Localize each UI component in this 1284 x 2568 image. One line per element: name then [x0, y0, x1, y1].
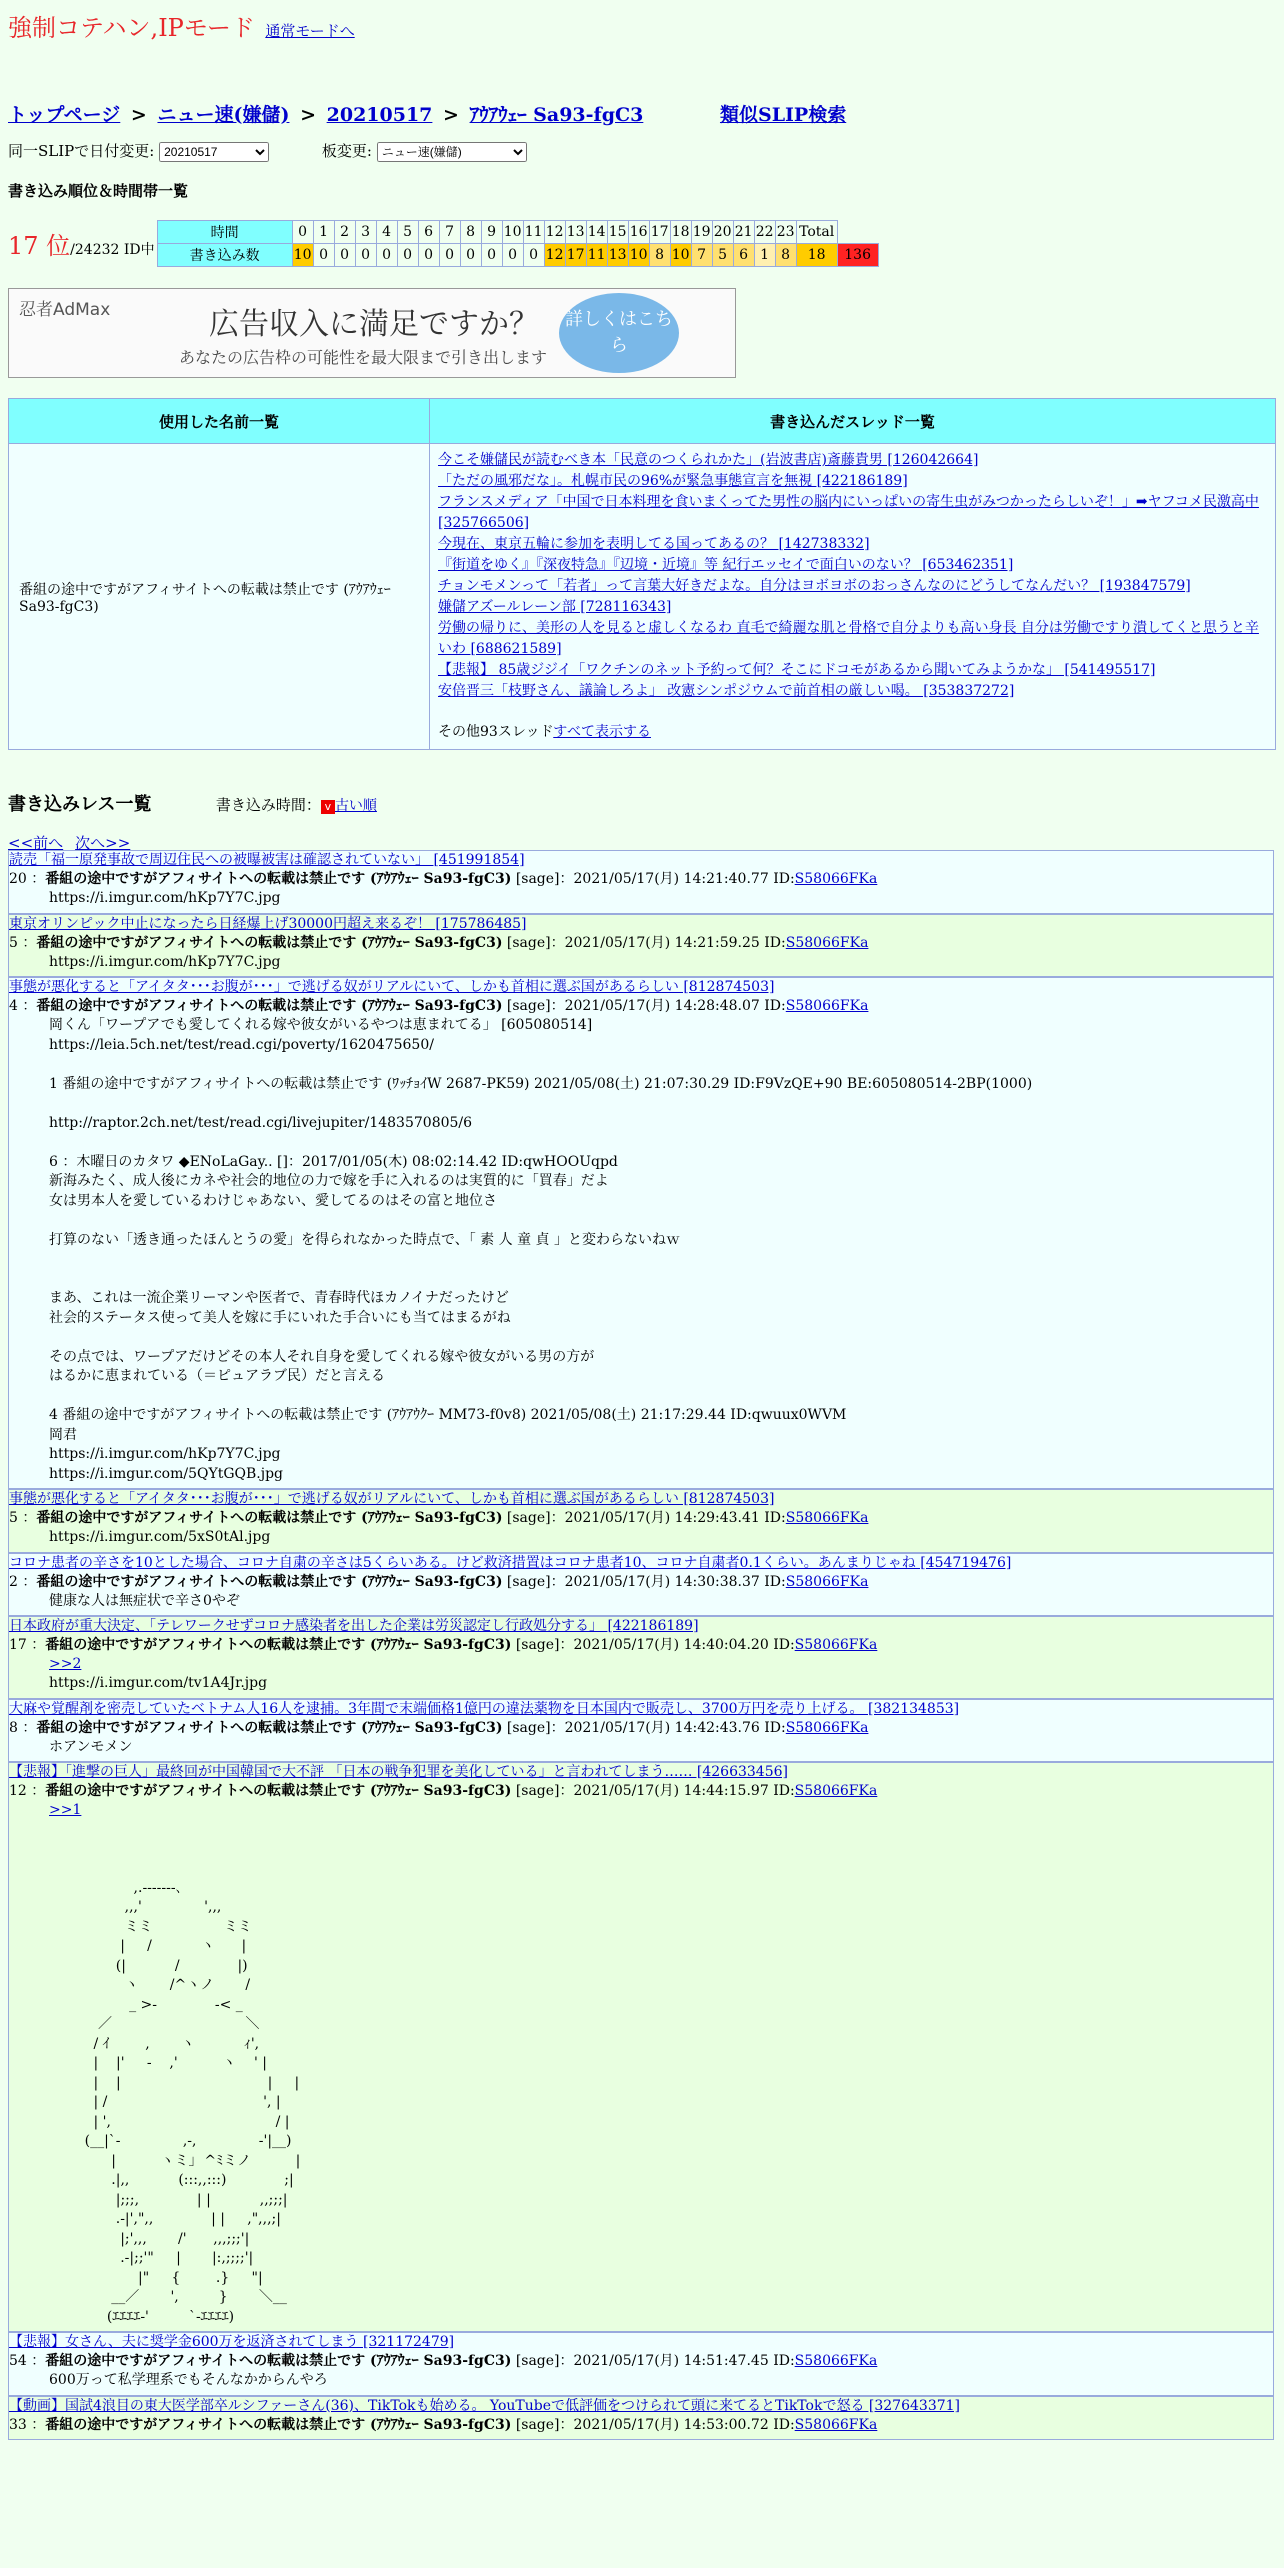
post-number-separator: ：: [17, 934, 37, 951]
post-thread-link[interactable]: 大麻や覚醒剤を密売していたベトナム人16人を逮捕。3年間で末端価格1億円の違法薬物を日本国内で販売し、3700万円を売り上げる。 [382134853]: [9, 1700, 960, 1717]
post-date: 2021/05/17(月) 14:51:47.45: [573, 2353, 769, 2369]
post: [8, 1553, 1274, 1617]
post-mail: [sage]: [515, 1783, 560, 1799]
count-cell: 0: [397, 244, 418, 267]
hour-cell: 5: [397, 221, 418, 244]
post-body: [9, 2371, 1273, 2395]
rank-total: /24232 ID中: [70, 242, 155, 258]
post-id-link[interactable]: S58066FKa: [785, 1510, 869, 1526]
page-title: 強制コテハン,IPモード: [8, 14, 255, 42]
ad-logo: 忍者AdMax: [19, 300, 111, 320]
post-mail: [sage]: [515, 871, 560, 887]
post-id-link[interactable]: S58066FKa: [785, 998, 869, 1014]
hour-cell: 16: [628, 221, 649, 244]
similar-slip-search-link[interactable]: 類似SLIP検索: [719, 104, 847, 126]
hour-cell: 14: [586, 221, 607, 244]
select-bar: [8, 140, 1276, 166]
post-header: 12 ：番組の途中ですがアフィサイトへの転載は禁止です (ｱｳｱｳｪｰ Sa93-fgC3) [sage]：2021/05/17(月) 14:44:15.97 ID:S58066FKa: [9, 1783, 878, 1799]
post-body: [9, 889, 1273, 913]
hour-cell: 23: [775, 221, 796, 244]
thread-link[interactable]: 今こそ嫌儲民が読むべき本「民意のつくられかた」(岩波書店)斎藤貴男 [126042664]: [438, 452, 979, 468]
post-id-link[interactable]: S58066FKa: [785, 1573, 869, 1590]
post-number: 20: [9, 871, 27, 887]
post-number: 17: [9, 1637, 27, 1653]
thread-link[interactable]: 【悲報】 85歳ジジイ「ワクチンのネット予約って何？そこにドコモがあるから聞いてみようかな」 [541495517]: [438, 662, 1156, 678]
post-mail: [sage]: [515, 2416, 560, 2433]
post: [8, 1489, 1274, 1553]
hour-cell: 10: [502, 221, 523, 244]
post-body: [9, 1655, 1273, 1698]
hour-cell: 2: [334, 221, 355, 244]
total-header: Total: [796, 221, 837, 244]
post-number: 4: [9, 998, 18, 1014]
post-id-label: ID:: [764, 1573, 786, 1590]
date-select[interactable]: [159, 142, 269, 162]
post-name: 番組の途中ですがアフィサイトへの転載は禁止です (ｱｳｱｳｪｰ Sa93-fgC3): [45, 1637, 512, 1653]
normal-mode-link[interactable]: 通常モードへ: [265, 22, 355, 40]
rank-number: 17 位: [8, 232, 71, 260]
names-column-header: 使用した名前一覧: [9, 399, 430, 444]
post-header: 4 ：番組の途中ですがアフィサイトへの転載は禁止です (ｱｳｱｳｪｰ Sa93-fgC3) [sage]：2021/05/17(月) 14:28:48.07 ID:S58066FKa: [9, 998, 869, 1014]
post-header: 20 ：番組の途中ですがアフィサイトへの転載は禁止です (ｱｳｱｳｪｰ Sa93-fgC3) [sage]：2021/05/17(月) 14:21:40.77 ID:S58066FKa: [9, 871, 878, 887]
post-name: 番組の途中ですがアフィサイトへの転載は禁止です (ｱｳｱｳｪｰ Sa93-fgC3): [36, 1719, 503, 1736]
post-number-separator: ：: [26, 1637, 46, 1653]
hour-cell: 8: [460, 221, 481, 244]
post-date: 2021/05/17(月) 14:30:38.37: [564, 1573, 760, 1590]
post-name: 番組の途中ですがアフィサイトへの転載は禁止です (ｱｳｱｳｪｰ Sa93-fgC3): [36, 1573, 503, 1590]
used-name: 番組の途中ですがアフィサイトへの転載は禁止です (ｱｳｱｳｪｰ Sa93-fgC3): [9, 444, 430, 750]
post-id-label: ID:: [764, 1719, 786, 1736]
thread-link[interactable]: 労働の帰りに、美形の人を見ると虚しくなるわ 直毛で綺麗な肌と骨格で自分よりも高い身長 自分は労働ですり潰してくと思うと辛いわ [688621589]: [438, 620, 1259, 657]
thread-list: [438, 450, 1267, 702]
post-number-separator: ：: [17, 1719, 37, 1736]
post-date: 2021/05/17(月) 14:53:00.72: [573, 2416, 769, 2433]
post-id-label: ID:: [764, 934, 786, 951]
hour-cell: 7: [439, 221, 460, 244]
rank-cell: [8, 221, 157, 267]
board-change-label: 板変更:: [321, 142, 372, 160]
post-id-label: ID:: [764, 1510, 786, 1526]
hour-cell: 6: [418, 221, 439, 244]
count-cell: 5: [712, 244, 733, 267]
post-mail: [sage]: [506, 934, 551, 951]
post-body: [9, 1738, 1273, 1762]
post-date: 2021/05/17(月) 14:21:40.77: [573, 871, 769, 887]
post: [8, 2332, 1274, 2396]
post-body: [9, 1801, 1273, 2331]
breadcrumb-separator: >: [300, 104, 316, 126]
post: [8, 914, 1274, 978]
thread-link[interactable]: 「ただの風邪だな」。札幌市民の96%が緊急事態宣言を無視 [422186189]: [438, 473, 908, 489]
post-thread-link[interactable]: 読売「福一原発事故で周辺住民への被曝被害は確認されていない」 [451991854]: [9, 852, 525, 868]
post-id-label: ID:: [773, 1637, 795, 1653]
count-cell: 12: [544, 244, 565, 267]
post-body: [9, 953, 1273, 977]
hour-cell: 21: [733, 221, 754, 244]
ad-details-button[interactable]: 詳しくはこちら: [559, 293, 679, 373]
post-thread-link[interactable]: 【悲報】「進撃の巨人」最終回が中国韓国で大不評 「日本の戦争犯罪を美化している」と言われてしまう…… [426633456]: [9, 1764, 788, 1780]
post-id-label: ID:: [773, 2353, 795, 2369]
post-date: 2021/05/17(月) 14:28:48.07: [564, 998, 760, 1014]
post-text: 600万って私学理系でもそんなかからんやろ: [49, 2372, 328, 2388]
post-mail: [sage]: [515, 2353, 560, 2369]
post-number-separator: ：: [26, 2416, 46, 2433]
post-list: [8, 850, 1276, 2440]
hour-cell: 22: [754, 221, 775, 244]
post-text: https://i.imgur.com/hKp7Y7C.jpg: [49, 953, 281, 970]
hour-cell: 13: [565, 221, 586, 244]
res-heading: [8, 790, 1276, 814]
pager: [8, 832, 1276, 850]
post-thread-link[interactable]: 日本政府が重大決定、「テレワークせずコロナ感染者を出した企業は労災認定し行政処分する」 [422186189]: [9, 1618, 699, 1634]
count-cell: 10: [670, 244, 691, 267]
breadcrumb-top[interactable]: トップページ: [8, 104, 121, 126]
post-body: [9, 1016, 1273, 1488]
post-number-separator: ：: [17, 998, 37, 1014]
post-thread-link[interactable]: 事態が悪化すると「アイタタ･･･お腹が･･･」で逃げる奴がリアルにいて、しかも首相に選ぶ国があるらしい [812874503]: [9, 979, 775, 995]
breadcrumb: [8, 100, 1276, 126]
count-cell: 8: [649, 244, 670, 267]
more-threads-count: その他93スレッド: [438, 724, 554, 740]
post-name: 番組の途中ですがアフィサイトへの転載は禁止です (ｱｳｱｳｪｰ Sa93-fgC3): [45, 2416, 512, 2433]
post-number-separator: ：: [17, 1510, 37, 1526]
hour-cell: 18: [670, 221, 691, 244]
count-cell: 11: [586, 244, 607, 267]
post-id-label: ID:: [764, 998, 786, 1014]
count-cell: 7: [691, 244, 712, 267]
post-number: 2: [9, 1573, 18, 1590]
hour-cell: 0: [292, 221, 313, 244]
page-header: [8, 8, 1276, 44]
post-number-separator: ：: [17, 1573, 37, 1590]
post-name: 番組の途中ですがアフィサイトへの転載は禁止です (ｱｳｱｳｪｰ Sa93-fgC3): [45, 2353, 512, 2369]
post-header: 5 ：番組の途中ですがアフィサイトへの転載は禁止です (ｱｳｱｳｪｰ Sa93-fgC3) [sage]：2021/05/17(月) 14:29:43.41 ID:S58066FKa: [9, 1510, 869, 1526]
post-number-separator: ：: [26, 1783, 46, 1799]
post-mail: [sage]: [506, 998, 551, 1014]
count-cell: 8: [775, 244, 796, 267]
breadcrumb-date[interactable]: 20210517: [326, 104, 433, 126]
ad-headline: 広告収入に満足ですか？: [209, 307, 539, 342]
post: [8, 2396, 1274, 2440]
post-text: 岡くん「ワープアでも愛してくれる嫁や彼女がいるやつは恵まれてる」 [605080514] https://leia.5ch.net/test/read.cgi/poverty/1620475650/ 1 番組の途中ですがアフィサイトへの転載は禁止です (ﾜｯﾁｮｲW 2687-PK59) 2021/05/08(土) 21:07:30.29 ID:F9VzQE+90 BE:605080514-2BP(1000) http://raptor.2ch.net/test/read.cgi/livejupiter/1483570805/6 6 ：木曜日のカタワ ◆ENoLaGay.. []：2017/01/05(木) 08:02:14.42 ID:qwHOOUqpd 新海みたく、成人後にカネや社会的地位の力で嫁を手に入れるのは実質的に「買春」だよ 女は男本人を愛しているわけじゃあない、愛してるのはその富と地位さ 打算のない「透き通ったほんとうの愛」を得られなかった時点で、「 素 人 童 貞 」と変わらないねｗ まあ、これは一流企業リーマンや医者で、青春時代ほカノイナだったけど 社会的ステータス使って美人を嫁に手にいれた手合いにも当てはまるがね その点では、ワープアだけどその本人それ自身を愛してくれる嫁や彼女がいる男の方が はるかに恵まれている（＝ピュアラブ民）だと言える 4 番組の途中ですがアフィサイトへの転載は禁止です (ｱｳｱｳｸｰ MM73-f0v8) 2021/05/08(土) 21:17:29.44 ID:qwuux0WVM 岡君 https://i.imgur.com/hKp7Y7C.jpg https://i.imgur.com/5QYtGQB.jpg: [49, 1017, 1033, 1482]
post-name: 番組の途中ですがアフィサイトへの転載は禁止です (ｱｳｱｳｪｰ Sa93-fgC3): [36, 998, 503, 1014]
hour-cell: 1: [313, 221, 334, 244]
post-thread-link[interactable]: 【悲報】女さん、夫に奨学金600万を返済されてしまう [321172479]: [9, 2334, 455, 2350]
post-header: 33 ：番組の途中ですがアフィサイトへの転載は禁止です (ｱｳｱｳｪｰ Sa93-fgC3) [sage]：2021/05/17(月) 14:53:00.72 ID:S58066FKa: [9, 2416, 878, 2433]
post-thread-link[interactable]: 【動画】国試4浪目の東大医学部卒ルシファーさん(36)、TikTokも始める。 YouTubeで低評価をつけられて頭に来てるとTikTokで怒る [327643371]: [9, 2397, 960, 2414]
post-body: [9, 1592, 1273, 1616]
rank-heading: 書き込み順位＆時間帯一覧: [8, 182, 189, 200]
post-body: [9, 1528, 1273, 1552]
breadcrumb-separator: >: [443, 104, 459, 126]
post: [8, 977, 1274, 1489]
post-date: 2021/05/17(月) 14:42:43.76: [564, 1719, 760, 1736]
show-all-threads-link[interactable]: すべて表示する: [553, 724, 651, 740]
post-thread-link[interactable]: 東京オリンピック中止になったら日経爆上げ30000円超え来るぞ！ [175786485]: [9, 915, 527, 932]
post-text: https://i.imgur.com/hKp7Y7C.jpg: [49, 890, 281, 906]
post-id-link[interactable]: S58066FKa: [794, 2416, 878, 2433]
ad-subtext: あなたの広告枠の可能性を最大限まで引き出します: [179, 348, 548, 367]
post-date: 2021/05/17(月) 14:40:04.20: [573, 1637, 769, 1653]
post-id-label: ID:: [773, 871, 795, 887]
ad-banner[interactable]: [8, 288, 736, 378]
hour-cell: 17: [649, 221, 670, 244]
post-text: https://i.imgur.com/5xS0tAl.jpg: [49, 1529, 271, 1545]
reply-anchor-link[interactable]: >>2: [49, 1656, 82, 1672]
thread-link[interactable]: チョンモメンって「若者」って言葉大好きだよな。自分はヨボヨボのおっさんなのにどうしてなんだい？ [193847579]: [438, 578, 1191, 594]
post-text: ,.-‐‐‐‐‐-､ ,,,' ',,, ミミ ミミ | / ヽ | (| / |) ヽ /^ヽノ / _ >‐ ‐< _ ／ ＼ / ｲ , ヽ ｨ', | |' ‐ ,' ヽ ' | | | | | | / ', | | ', / | (__|`‐ ,-, -'|__) | ヽミ｣ ^ﾐミノ | .|,, (:::,,:::) ;| |;;;, | | ,,;;;| .-|',",, | | ,",,,;| |;',,, /' ,,,;;;'| .-|;;'" | |:,;;;;'| |" { .} "| __／ ', } ＼__ (ｴｴｴｴ-' `-ｴｴｴｴ): [84, 1879, 301, 2325]
post-header: 2 ：番組の途中ですがアフィサイトへの転載は禁止です (ｱｳｱｳｪｰ Sa93-fgC3) [sage]：2021/05/17(月) 14:30:38.37 ID:S58066FKa: [9, 1573, 869, 1590]
breadcrumb-user[interactable]: ｱｳｱｳｪｰ Sa93-fgC3: [469, 104, 644, 126]
post-id-link[interactable]: S58066FKa: [794, 871, 878, 887]
hourly-table: [8, 220, 1276, 270]
post-id-label: ID:: [773, 2416, 795, 2433]
post-number: 5: [9, 934, 18, 951]
thread-link[interactable]: 今現在、東京五輪に参加を表明してる国ってあるの？ [142738332]: [438, 536, 870, 552]
thread-link[interactable]: 『街道をゆく』『深夜特急』『辺境・近境』等 紀行エッセイで面白いのない？ [653462351]: [438, 557, 1014, 573]
post-number: 54: [9, 2353, 27, 2369]
post-header: 17 ：番組の途中ですがアフィサイトへの転載は禁止です (ｱｳｱｳｪｰ Sa93-fgC3) [sage]：2021/05/17(月) 14:40:04.20 ID:S58066FKa: [9, 1637, 878, 1653]
hour-cell: 15: [607, 221, 628, 244]
count-cell: 0: [313, 244, 334, 267]
count-cell: 0: [418, 244, 439, 267]
count-cell: 0: [460, 244, 481, 267]
next-page-link[interactable]: 次へ>>: [75, 834, 131, 852]
date-change-label: 同一SLIPで日付変更:: [8, 142, 155, 160]
sort-order-icon: v: [321, 800, 335, 814]
post-name: 番組の途中ですがアフィサイトへの転載は禁止です (ｱｳｱｳｪｰ Sa93-fgC3): [36, 1510, 503, 1526]
count-cell: 13: [607, 244, 628, 267]
post-number-separator: ：: [26, 2353, 46, 2369]
hour-cell: 4: [376, 221, 397, 244]
post-id-link[interactable]: S58066FKa: [785, 1719, 869, 1736]
count-cell: 10: [292, 244, 313, 267]
post-id-label: ID:: [773, 1783, 795, 1799]
hour-cell: 12: [544, 221, 565, 244]
hour-cell: 11: [523, 221, 544, 244]
count-cell: 6: [733, 244, 754, 267]
post-number: 33: [9, 2416, 27, 2433]
count-cell: 17: [565, 244, 586, 267]
thread-link[interactable]: フランスメディア「中国で日本料理を食いまくってた男性の脳内にいっぱいの寄生虫がみつかったらしいぞ！」➡ヤフコメ民激高中 [325766506]: [438, 494, 1259, 531]
post-number: 8: [9, 1719, 18, 1736]
post: [8, 1699, 1274, 1763]
count-cell: 0: [481, 244, 502, 267]
post-header: 5 ：番組の途中ですがアフィサイトへの転載は禁止です (ｱｳｱｳｪｰ Sa93-fgC3) [sage]：2021/05/17(月) 14:21:59.25 ID:S58066FKa: [9, 934, 869, 951]
post-name: 番組の途中ですがアフィサイトへの転載は禁止です (ｱｳｱｳｪｰ Sa93-fgC3): [36, 934, 503, 951]
post: [8, 1762, 1274, 2332]
post-number: 5: [9, 1510, 18, 1526]
post-name: 番組の途中ですがアフィサイトへの転載は禁止です (ｱｳｱｳｪｰ Sa93-fgC3): [45, 871, 512, 887]
threads-column-header: 書き込んだスレッド一覧: [430, 399, 1276, 444]
post-header: 8 ：番組の途中ですがアフィサイトへの転載は禁止です (ｱｳｱｳｪｰ Sa93-fgC3) [sage]：2021/05/17(月) 14:42:43.76 ID:S58066FKa: [9, 1719, 869, 1736]
post-number-separator: ：: [26, 871, 46, 887]
oldest-first-link[interactable]: 古い順: [334, 798, 377, 814]
post-name: 番組の途中ですがアフィサイトへの転載は禁止です (ｱｳｱｳｪｰ Sa93-fgC3): [45, 1783, 512, 1799]
post-mail: [sage]: [506, 1719, 551, 1736]
post-id-link[interactable]: S58066FKa: [794, 1637, 878, 1653]
names-threads-table: [8, 398, 1276, 750]
post-thread-link[interactable]: 事態が悪化すると「アイタタ･･･お腹が･･･」で逃げる奴がリアルにいて、しかも首相に選ぶ国があるらしい [812874503]: [9, 1491, 775, 1507]
total-count: 136: [837, 244, 878, 267]
post-date: 2021/05/17(月) 14:21:59.25: [564, 934, 760, 951]
count-cell: 0: [523, 244, 544, 267]
count-cell: 0: [355, 244, 376, 267]
count-cell: 18: [796, 244, 837, 267]
post-body: [9, 2435, 1273, 2439]
post-date: 2021/05/17(月) 14:44:15.97: [573, 1783, 769, 1799]
post-time-label: 書き込み時間：: [215, 796, 321, 814]
more-threads: [438, 722, 1267, 743]
post-text: ホアンモメン: [49, 1738, 133, 1755]
thread-link[interactable]: 嫌儲アズールレーン部 [728116343]: [438, 599, 672, 615]
post-id-link[interactable]: S58066FKa: [794, 1783, 878, 1799]
post-header: 54 ：番組の途中ですがアフィサイトへの転載は禁止です (ｱｳｱｳｪｰ Sa93-fgC3) [sage]：2021/05/17(月) 14:51:47.45 ID:S58066FKa: [9, 2353, 878, 2369]
count-cell: 0: [334, 244, 355, 267]
post: [8, 1616, 1274, 1699]
hour-cell: 3: [355, 221, 376, 244]
post-id-link[interactable]: S58066FKa: [794, 2353, 878, 2369]
post-mail: [sage]: [506, 1573, 551, 1590]
res-list-title: 書き込みレス一覧: [8, 794, 152, 815]
count-cell: 0: [376, 244, 397, 267]
time-label: 時間: [157, 221, 292, 244]
post-date: 2021/05/17(月) 14:29:43.41: [564, 1510, 760, 1526]
post-mail: [sage]: [515, 1637, 560, 1653]
post: [8, 850, 1274, 914]
post-id-link[interactable]: S58066FKa: [785, 934, 869, 951]
post-text: 健康な人は無症状で辛さ0やぞ: [49, 1592, 240, 1609]
post-text: https://i.imgur.com/tv1A4Jr.jpg: [49, 1675, 268, 1691]
thread-list-cell: [430, 444, 1276, 750]
hour-cell: 20: [712, 221, 733, 244]
breadcrumb-separator: >: [130, 104, 147, 126]
reply-anchor-link[interactable]: >>1: [49, 1802, 82, 1818]
breadcrumb-board[interactable]: ニュー速(嫌儲): [157, 104, 290, 126]
count-label: 書き込み数: [157, 244, 292, 267]
board-select[interactable]: [377, 142, 527, 162]
post-mail: [sage]: [506, 1510, 551, 1526]
count-cell: 1: [754, 244, 775, 267]
hour-cell: 19: [691, 221, 712, 244]
count-cell: 0: [439, 244, 460, 267]
count-cell: 10: [628, 244, 649, 267]
post-thread-link[interactable]: コロナ患者の辛さを10とした場合、コロナ自粛の辛さは5くらいある。けど救済措置はコロナ患者10、コロナ自粛者0.1くらい。あんまりじゃね [454719476]: [9, 1554, 1012, 1571]
count-cell: 0: [502, 244, 523, 267]
post-number: 12: [9, 1783, 27, 1799]
thread-link[interactable]: 安倍晋三「枝野さん、議論しろよ」 改憲シンポジウムで前首相の厳しい喝。 [353837272]: [438, 683, 1015, 699]
hour-cell: 9: [481, 221, 502, 244]
prev-page-link[interactable]: <<前へ: [8, 834, 64, 852]
